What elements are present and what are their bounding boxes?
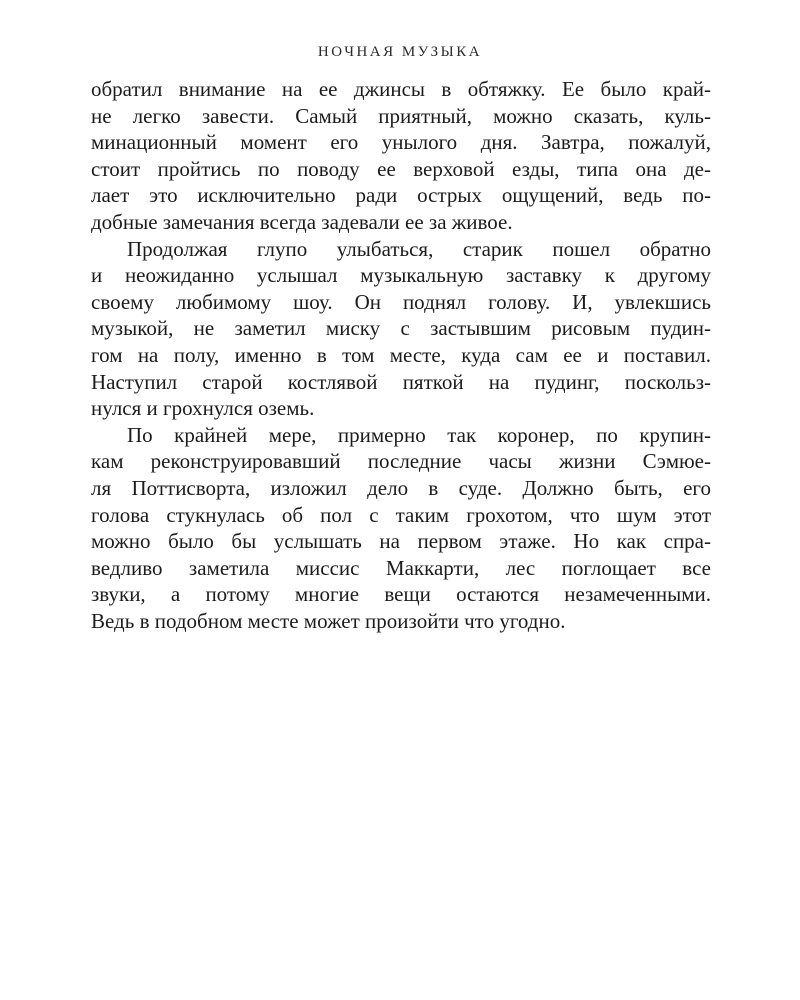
text-line: можно было бы услышать на первом этаже. Но как спра- [91,529,711,554]
running-head: НОЧНАЯ МУЗЫКА [317,44,483,60]
text-line: По крайней мере, примерно так коронер, по крупин- [127,422,711,447]
text-line: звуки, а потому многие вещи остаются незамеченными. [91,582,711,607]
paragraph [91,236,711,422]
text-line: ведливо заметила миссис Маккарти, лес поглощает все [91,555,711,580]
text-line: ля Поттисворта, изложил дело в суде. Должно быть, его [91,475,711,500]
text-line: и неожиданно услышал музыкальную заставку к другому [91,263,711,288]
text-line: музыкой, не заметил миску с застывшим рисовым пудин- [91,316,711,341]
paragraph [91,76,711,236]
text-line: Ведь в подобном месте может произойти что угодно. [91,608,566,633]
text-line: Наступил старой костлявой пяткой на пудинг, поскольз- [91,369,711,394]
text-line: нулся и грохнулся оземь. [91,396,315,421]
text-line: кам реконструировавший последние часы жизни Сэмюе- [91,449,711,474]
text-line: Продолжая глупо улыбаться, старик пошел обратно [127,236,711,261]
text-line: добные замечания всегда задевали ее за живое. [91,209,513,234]
text-line: голова стукнулась об пол с таким грохотом, что шум этот [91,502,711,527]
text-line: гом на полу, именно в том месте, куда сам ее и поставил. [91,342,711,367]
text-line: лает это исключительно ради острых ощущений, ведь по- [91,183,711,208]
text-line: обратил внимание на ее джинсы в обтяжку. Ее было край- [91,77,711,101]
text-line: не легко завести. Самый приятный, можно сказать, куль- [91,103,711,128]
paragraph [91,422,711,635]
text-line: своему любимому шоу. Он поднял голову. И, увлекшись [91,289,711,314]
text-line: стоит пройтись по поводу ее верховой езды, типа она де- [91,156,711,181]
text-line: минационный момент его унылого дня. Завтра, пожалуй, [91,130,711,155]
body-text [91,76,711,634]
